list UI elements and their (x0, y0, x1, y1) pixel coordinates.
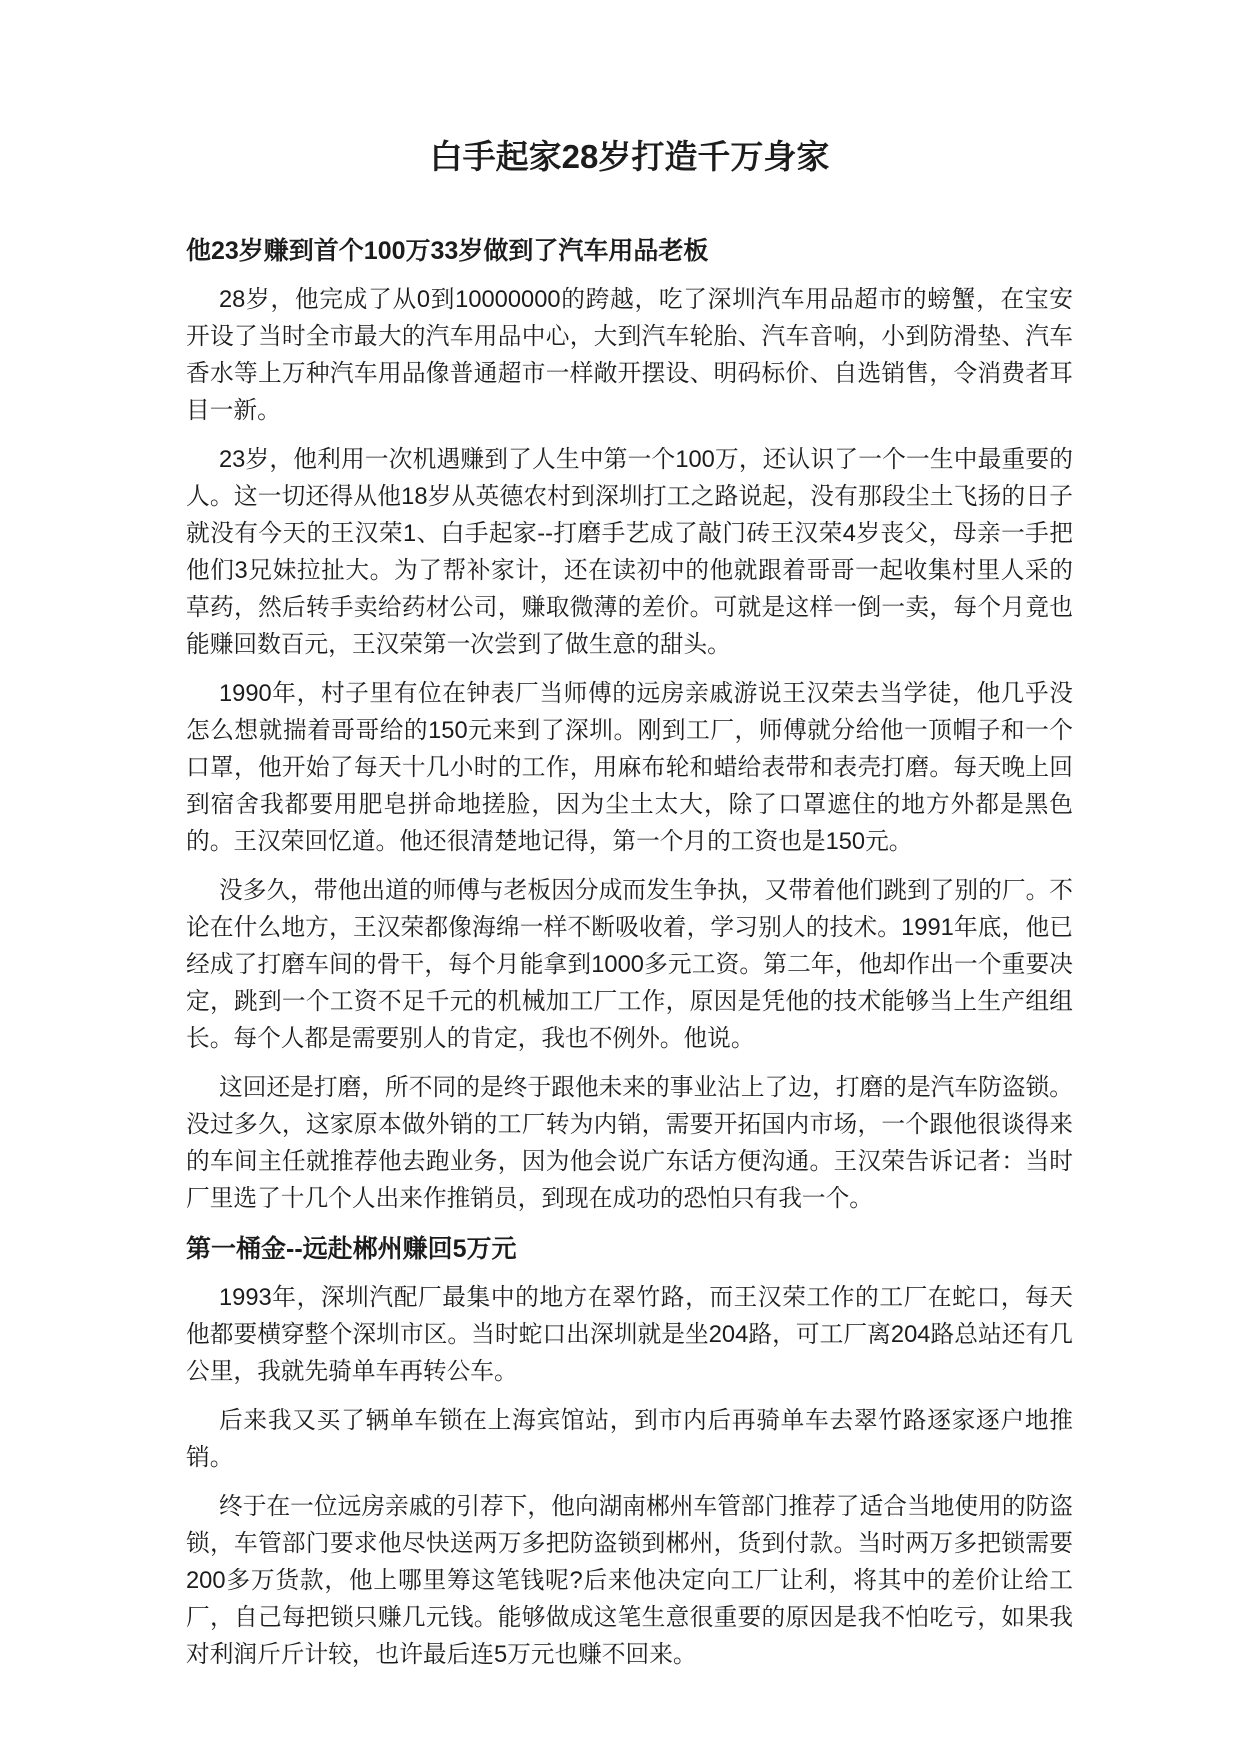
paragraph: 23岁，他利用一次机遇赚到了人生中第一个100万，还认识了一个一生中最重要的人。这一切还得从他18岁从英德农村到深圳打工之路说起，没有那段尘土飞扬的日子就没有今天的王汉荣1、白手起家--打磨手艺成了敲门砖王汉荣4岁丧父，母亲一手把他们3兄妹拉扯大。为了帮补家计，还在读初中的他就跟着哥哥一起收集村里人采的草药，然后转手卖给药材公司，赚取微薄的差价。可就是这样一倒一卖，每个月竟也能赚回数百元，王汉荣第一次尝到了做生意的甜头。 (186, 447, 1073, 658)
section-1 (186, 236, 1073, 1218)
paragraph: 1993年，深圳汽配厂最集中的地方在翠竹路，而王汉荣工作的工厂在蛇口，每天他都要横穿整个深圳市区。当时蛇口出深圳就是坐204路，可工厂离204路总站还有几公里，我就先骑单车再转公车。 (186, 1285, 1073, 1385)
paragraph: 终于在一位远房亲戚的引荐下，他向湖南郴州车管部门推荐了适合当地使用的防盗锁，车管部门要求他尽快送两万多把防盗锁到郴州，货到付款。当时两万多把锁需要200多万货款，他上哪里筹这笔钱呢?后来他决定向工厂让利，将其中的差价让给工厂，自己每把锁只赚几元钱。能够做成这笔生意很重要的原因是我不怕吃亏，如果我对利润斤斤计较，也许最后连5万元也赚不回来。 (186, 1494, 1073, 1668)
section-2 (186, 1234, 1073, 1674)
section-heading: 他23岁赚到首个100万33岁做到了汽车用品老板 (186, 237, 709, 265)
paragraph: 1990年，村子里有位在钟表厂当师傅的远房亲戚游说王汉荣去当学徒，他几乎没怎么想就揣着哥哥给的150元来到了深圳。刚到工厂，师傅就分给他一顶帽子和一个口罩，他开始了每天十几小时的工作，用麻布轮和蜡给表带和表壳打磨。每天晚上回到宿舍我都要用肥皂拼命地搓脸，因为尘土太大，除了口罩遮住的地方外都是黑色的。王汉荣回忆道。他还很清楚地记得，第一个月的工资也是150元。 (186, 681, 1073, 855)
paragraph: 后来我又买了辆单车锁在上海宾馆站，到市内后再骑单车去翠竹路逐家逐户地推销。 (186, 1408, 1073, 1471)
paragraph: 28岁，他完成了从0到10000000的跨越，吃了深圳汽车用品超市的螃蟹，在宝安开设了当时全市最大的汽车用品中心，大到汽车轮胎、汽车音响，小到防滑垫、汽车香水等上万种汽车用品像普通超市一样敞开摆设、明码标价、自选销售，令消费者耳目一新。 (186, 287, 1073, 424)
paragraph: 没多久，带他出道的师傅与老板因分成而发生争执，又带着他们跳到了别的厂。不论在什么地方，王汉荣都像海绵一样不断吸收着，学习别人的技术。1991年底，他已经成了打磨车间的骨干，每个月能拿到1000多元工资。第二年，他却作出一个重要决定，跳到一个工资不足千元的机械加工厂工作，原因是凭他的技术能够当上生产组组长。每个人都是需要别人的肯定，我也不例外。他说。 (186, 878, 1073, 1052)
document-title: 白手起家28岁打造千万身家 (429, 138, 830, 175)
paragraph: 这回还是打磨，所不同的是终于跟他未来的事业沾上了边，打磨的是汽车防盗锁。没过多久，这家原本做外销的工厂转为内销，需要开拓国内市场，一个跟他很谈得来的车间主任就推荐他去跑业务，因为他会说广东话方便沟通。王汉荣告诉记者：当时厂里选了十几个人出来作推销员，到现在成功的恐怕只有我一个。 (186, 1075, 1073, 1212)
section-heading: 第一桶金--远赴郴州赚回5万元 (186, 1235, 517, 1263)
